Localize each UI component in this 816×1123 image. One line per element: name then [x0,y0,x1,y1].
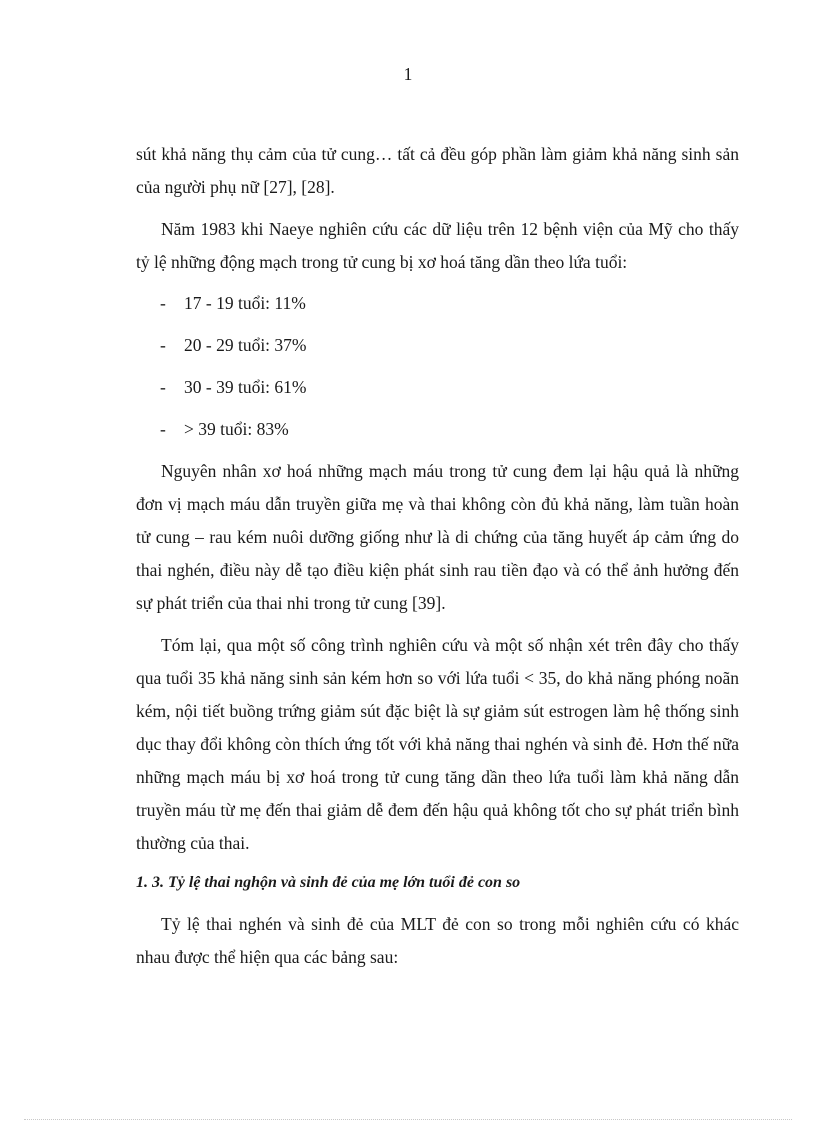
paragraph-continuation: sút khả năng thụ cảm của tử cung… tất cả đều góp phần làm giảm khả năng sinh sản của người phụ nữ [27], [28]. [136,144,739,197]
list-dash: - [160,377,166,397]
paragraph-naeye-study: Năm 1983 khi Naeye nghiên cứu các dữ liệu trên 12 bệnh viện của Mỹ cho thấy tỷ lệ những động mạch trong tử cung bị xơ hoá tăng dần theo lứa tuổi: [136,219,739,272]
list-item-text: 20 - 29 tuổi: 37% [184,335,307,355]
page-number: 1 [403,64,413,84]
list-item [136,371,739,404]
section-heading: 1. 3. Tỷ lệ thai nghộn và sinh đẻ của mẹ lớn tuổi đẻ con so [136,874,521,891]
paragraph-fibrosis-consequences: Nguyên nhân xơ hoá những mạch máu trong tử cung đem lại hậu quả là những đơn vị mạch máu dẫn truyền giữa mẹ và thai không còn đủ khả năng, làm tuần hoàn tử cung – rau kém nuôi dưỡng giống như là di chứng của tăng huyết áp cảm ứng do thai nghén, điều này dễ tạo điều kiện phát sinh rau tiền đạo và có thể ảnh hưởng đến sự phát triển của thai nhi trong tử cung [39]. [136,461,739,613]
document-body [136,138,739,974]
list-dash: - [160,419,166,439]
page-bottom-divider [24,1119,792,1120]
list-dash: - [160,293,166,313]
paragraph-summary: Tóm lại, qua một số công trình nghiên cứu và một số nhận xét trên đây cho thấy qua tuổi 35 khả năng sinh sản kém hơn so với lứa tuổi < 35, do khả năng phóng noãn kém, nội tiết buồng trứng giảm sút đặc biệt là sự giảm sút estrogen làm hệ thống sinh dục thay đổi không còn thích ứng tốt với khả năng thai nghén và sinh đẻ. Hơn thế nữa những mạch máu bị xơ hoá trong tử cung tăng dần theo lứa tuổi làm khả năng dẫn truyền máu từ mẹ đến thai giảm dễ đem đến hậu quả không tốt cho sự phát triển bình thường của thai. [136,635,739,853]
list-dash: - [160,335,166,355]
age-fibrosis-list [136,287,739,446]
list-item-text: 17 - 19 tuổi: 11% [184,293,306,313]
list-item-text: > 39 tuổi: 83% [184,419,289,439]
paragraph-tables-intro: Tỷ lệ thai nghén và sinh đẻ của MLT đẻ con so trong mỗi nghiên cứu có khác nhau được thể hiện qua các bảng sau: [136,914,739,967]
list-item-text: 30 - 39 tuổi: 61% [184,377,307,397]
list-item [136,413,739,446]
list-item [136,287,739,320]
list-item [136,329,739,362]
